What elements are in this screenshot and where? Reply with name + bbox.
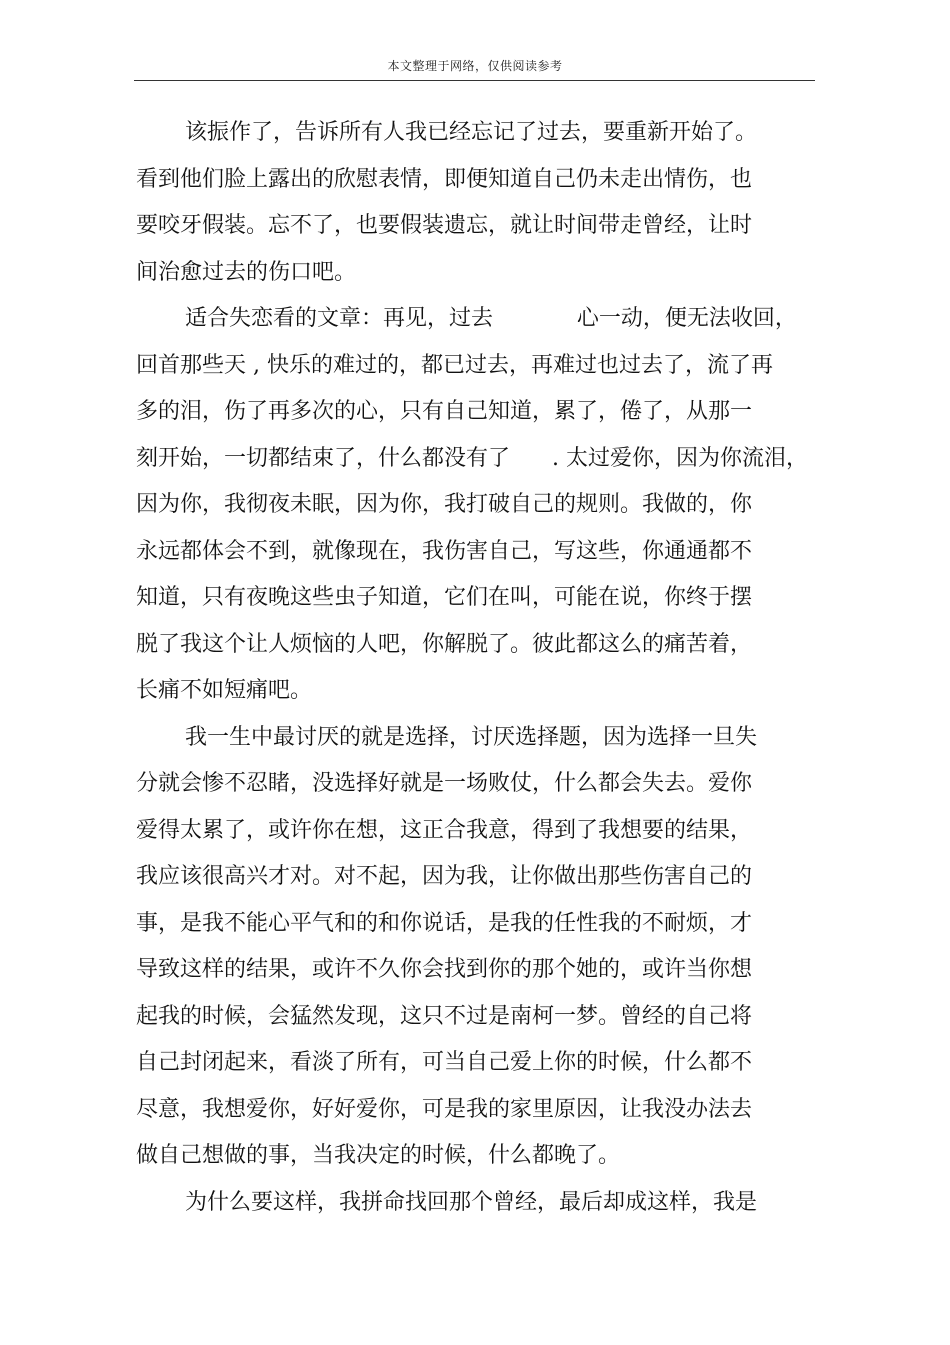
body-line: 知道，只有夜晚这些虫子知道，它们在叫，可能在说，你终于摆 [136,585,753,610]
body-line: 起我的时候，会猛然发现，这只不过是南柯一梦。曾经的自己将 [136,1004,753,1029]
body-line: 脱了我这个让人烦恼的人吧，你解脱了。彼此都这么的痛苦着， [136,632,753,657]
body-line: 长痛不如短痛吧。 [136,678,313,703]
body-line: 导致这样的结果，或许不久你会找到你的那个她的，或许当你想 [136,957,753,982]
body-line: 分就会惨不忍睹，没选择好就是一场败仗，什么都会失去。爱你 [136,771,753,796]
body-line: 间治愈过去的伤口吧。 [136,260,357,285]
body-line: 自己封闭起来，看淡了所有，可当自己爱上你的时候，什么都不 [136,1050,753,1075]
body-line: 爱得太累了，或许你在想，这正合我意，得到了我想要的结果， [136,818,753,843]
header-note: 本文整理于网络，仅供阅读参考 [387,59,563,73]
body-line: 为什么要这样，我拼命找回那个曾经，最后却成这样，我是 [185,1190,758,1215]
body-line: 要咬牙假装。忘不了，也要假装遗忘，就让时间带走曾经，让时 [136,213,753,238]
body-line: 我一生中最讨厌的就是选择，讨厌选择题，因为选择一旦失 [185,725,758,750]
body-line: 该振作了，告诉所有人我已经忘记了过去，要重新开始了。 [185,120,758,145]
body-line: 刻开始，一切都结束了，什么都没有了 . 太过爱你，因为你流泪， [136,446,808,471]
body-line: 多的泪，伤了再多次的心，只有自己知道，累了，倦了，从那一 [136,399,753,424]
body-line: 回首那些天 , 快乐的难过的，都已过去，再难过也过去了，流了再 [136,353,773,378]
body-line: 适合失恋看的文章：再见，过去 心一动，便无法收回， [185,306,797,331]
body-line: 因为你，我彻夜未眠，因为你，我打破自己的规则。我做的，你 [136,492,753,517]
body-line: 永远都体会不到，就像现在，我伤害自己，写这些，你通通都不 [136,539,753,564]
body-line: 我应该很高兴才对。对不起，因为我，让你做出那些伤害自己的 [136,864,753,889]
body-line: 事，是我不能心平气和的和你说话，是我的任性我的不耐烦，才 [136,911,753,936]
header-divider [134,80,815,81]
body-line: 做自己想做的事，当我决定的时候，什么都晚了。 [136,1143,621,1168]
body-line: 看到他们脸上露出的欣慰表情，即便知道自己仍未走出情伤，也 [136,167,753,192]
body-line: 尽意，我想爱你，好好爱你，可是我的家里原因，让我没办法去 [136,1097,753,1122]
